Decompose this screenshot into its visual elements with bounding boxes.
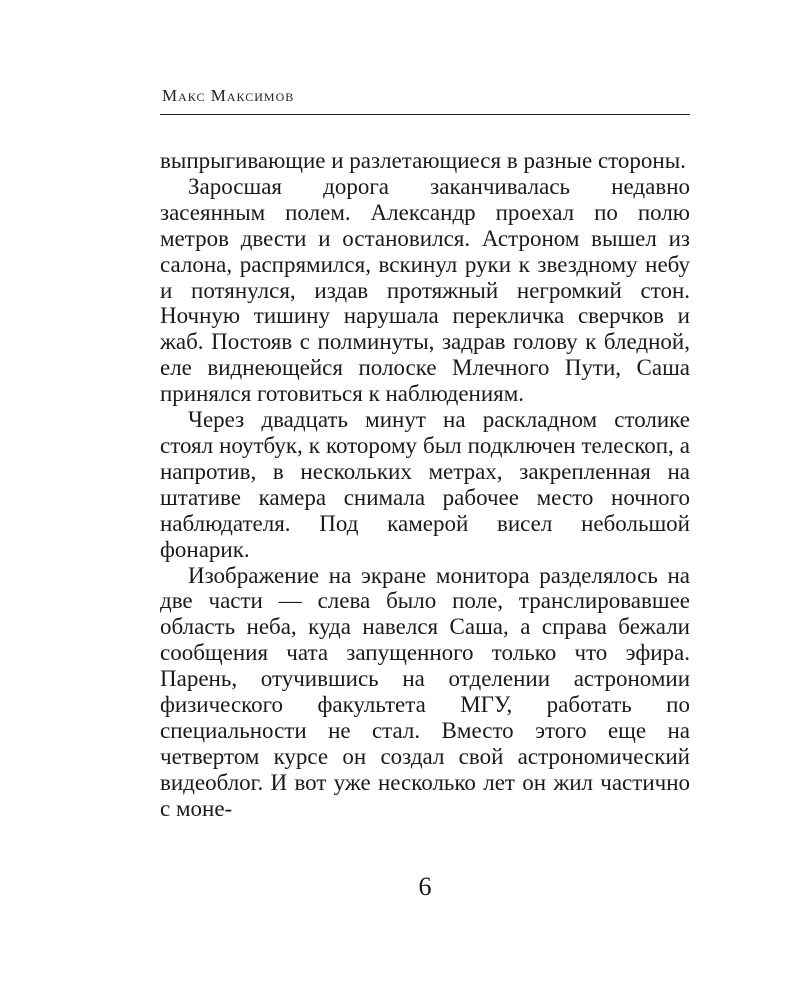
paragraph: Заросшая дорога заканчивалась недавно засеянным полем. Александр проехал по полю метров двести и остановился. Астроном вышел из салона, распрямился, вскинул руки к звездному небу и потянулся, издав протяжный негромкий стон. Ночную тишину нарушала перекличка сверчков и жаб. Постояв с полминуты, задрав голову к бледной, еле виднеющейся полоске Млечного Пути, Саша принялся готовиться к наблюдениям. <box>160 173 690 407</box>
paragraph: Изображение на экране монитора разделялось на две части — слева было поле, транслировавшее область неба, куда навелся Саша, а справа бежали сообщения чата запущенного только что эфира. Парень, отучившись на отделении астрономии физического факультета МГУ, работать по специальности не стал. Вместо этого еще на четвертом курсе он создал свой астрономический видеоблог. И вот уже несколько лет он жил частично с моне- <box>160 562 690 821</box>
paragraph-continuation: выпрыгивающие и разлетающиеся в разные стороны. <box>160 148 686 173</box>
page-number: 6 <box>418 872 432 901</box>
body-text <box>160 148 690 822</box>
header-divider <box>160 114 690 115</box>
running-header-author: Макс Максимов <box>162 86 295 105</box>
paragraph: Через двадцать минут на раскладном столике стоял ноутбук, к которому был подключен телескоп, а напротив, в нескольких метрах, закрепленная на штативе камера снимала рабочее место ночного наблюдателя. Под камерой висел небольшой фонарик. <box>160 407 690 562</box>
